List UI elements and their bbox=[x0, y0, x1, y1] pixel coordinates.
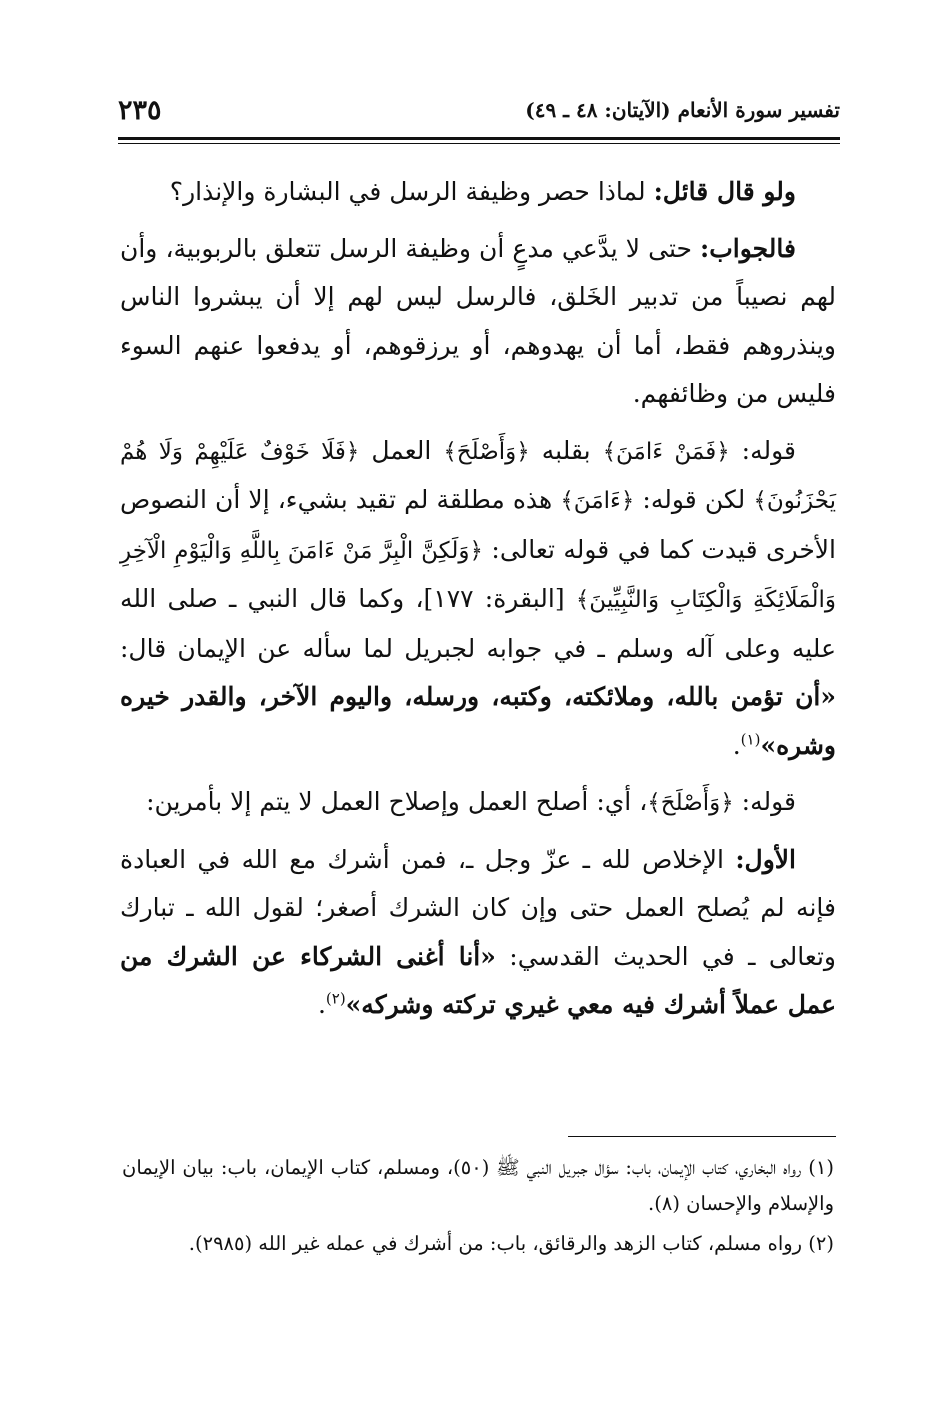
header-rule-thin bbox=[118, 143, 840, 144]
paragraph-question bbox=[120, 168, 836, 217]
text: . bbox=[317, 990, 326, 1019]
text: ، أي: أصلح العمل وإصلاح العمل لا يتم إلا بأمرين: bbox=[146, 787, 648, 816]
quran-quote: ﴿فَلَا خَوْفٌ عَلَيْهِمْ وَلَا هُمْ يَحْزَنُونَ﴾ bbox=[120, 438, 836, 514]
footnotes bbox=[122, 1150, 834, 1266]
lead-answer: فالجواب: bbox=[700, 233, 796, 263]
text: [البقرة: ١٧٧]، وكما قال النبي ـ صلى الله عليه وعلى آله وسلم ـ في جوابه لجبريل لما سأله عن الإيمان قال: bbox=[120, 584, 836, 663]
hadith-quote: «أنا أغنى الشركاء عن الشرك من عمل عملاً أشرك فيه معي غيري تركته وشركه» bbox=[120, 941, 836, 1019]
header-rule-thick bbox=[118, 137, 840, 140]
text: بقلبه bbox=[529, 435, 603, 465]
paragraph-first-condition bbox=[120, 836, 836, 1030]
page-header bbox=[118, 86, 840, 134]
paragraph-answer bbox=[120, 225, 836, 419]
text: قوله: bbox=[733, 787, 796, 816]
text: . bbox=[732, 730, 741, 760]
paragraph-commentary-amana bbox=[120, 427, 836, 771]
lead-question: ولو قال قائل: bbox=[653, 177, 796, 206]
answer-text: حتى لا يدَّعي مدعٍ أن وظيفة الرسل تتعلق بالربوبية، وأن لهم نصيباً من تدبير الخَلق، فالرسل ليس لهم إلا أن يبشروا الناس وينذروهم فقط، أما أن يهدوهم، أو يرزقوهم، أو يدفعوا عنهم السوء فليس من وظائفهم. bbox=[120, 233, 836, 408]
page-number: ٢٣٥ bbox=[118, 94, 162, 126]
text: لكن قوله: bbox=[634, 485, 754, 514]
lead-first: الأول: bbox=[735, 844, 796, 874]
main-text bbox=[120, 168, 836, 1036]
quran-quote: ﴿وَأَصْلَحَ﴾ bbox=[443, 438, 530, 465]
quran-quote: ﴿فَمَنْ ءَامَنَ﴾ bbox=[602, 438, 730, 465]
quran-quote: ﴿وَلَكِنَّ الْبِرَّ مَنْ ءَامَنَ بِاللَّهِ وَالْيَوْمِ الْآخِرِ وَالْمَلَائِكَةِ وَالْكِتَابِ وَالنَّبِيِّينَ﴾ bbox=[120, 537, 836, 613]
quran-quote: ﴿وَأَصْلَحَ﴾ bbox=[647, 790, 734, 816]
hadith-quote: «أن تؤمن بالله، وملائكته، وكتبه، ورسله، واليوم الآخر، والقدر خيره وشره» bbox=[120, 682, 836, 760]
running-title: تفسير سورة الأنعام (الآيتان: ٤٨ ـ ٤٩) bbox=[525, 98, 840, 122]
text: الإخلاص لله ـ عزّ وجل ـ، فمن أشرك مع الله في العبادة فإنه لم يُصلح العمل حتى وإن كان الشرك أصغر؛ لقول الله ـ تبارك وتعالى ـ في الحديث القدسي: bbox=[120, 844, 836, 971]
footnote-2: (٢) رواه مسلم، كتاب الزهد والرقائق، باب: من أشرك في عمله غير الله (٢٩٨٥). bbox=[188, 1232, 834, 1255]
text: هذه مطلقة لم تقيد بشيء، إلا أن النصوص الأخرى قيدت كما في قوله تعالى: bbox=[120, 485, 837, 564]
footnote-ref-2[interactable]: (٢) bbox=[325, 989, 346, 1008]
text: العمل bbox=[359, 435, 444, 465]
footnote-separator bbox=[568, 1136, 836, 1137]
question-text: لماذا حصر وظيفة الرسل في البشارة والإنذار؟ bbox=[169, 177, 654, 206]
footnote-ref-1[interactable]: (١) bbox=[740, 730, 761, 749]
footnote-1: (١) رواه البخاري، كتاب الإيمان، باب: سؤال جبريل النبي ﷺ (٥٠)، ومسلم، كتاب الإيمان، باب: بيان الإيمان والإسلام والإحسان (٨). bbox=[122, 1156, 834, 1215]
text: قوله: bbox=[729, 435, 796, 465]
quran-quote: ﴿ءَامَنَ﴾ bbox=[560, 488, 635, 514]
paragraph-commentary-aslaha bbox=[120, 778, 836, 828]
